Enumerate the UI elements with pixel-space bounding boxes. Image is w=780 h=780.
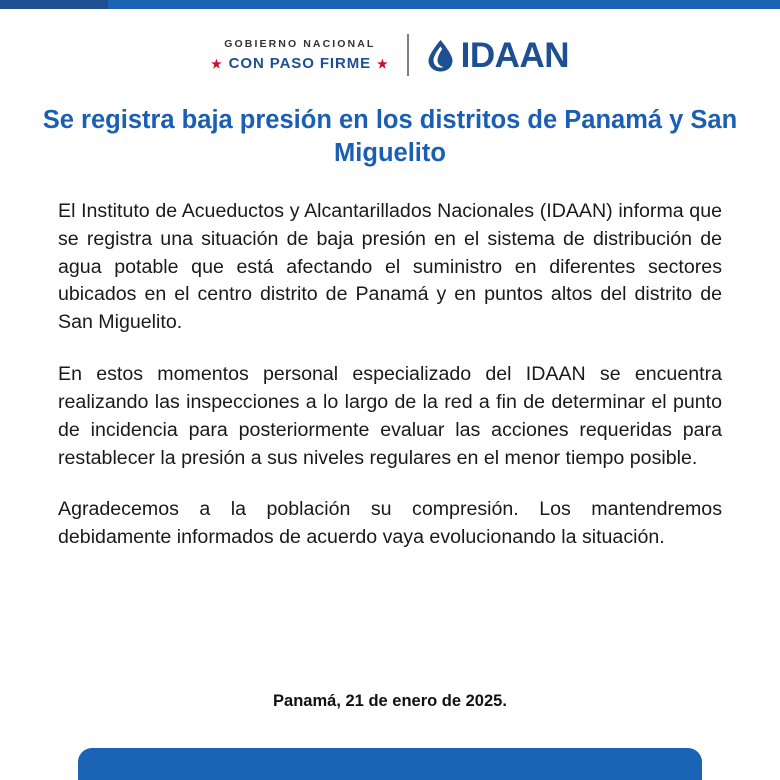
top-bar-left-segment (0, 0, 108, 9)
government-logo-line2 (211, 55, 389, 72)
paragraph-2: En estos momentos personal especializado del IDAAN se encuentra realizando las inspecciones a lo largo de la red a fin de determinar el punto de incidencia para posteriormente evaluar las acciones requeridas para restablecer la presión a sus niveles regulares en el menor tiempo posible. (58, 363, 722, 469)
star-icon-right: ★ (377, 56, 389, 71)
idaan-logo (409, 35, 569, 75)
top-border-bars (0, 0, 780, 10)
government-logo-line1: GOBIERNO NACIONAL (224, 38, 376, 50)
government-slogan-text: CON PASO FIRME (228, 55, 371, 72)
top-bar-right-segment (108, 0, 780, 9)
paragraph-3: Agradecemos a la población su compresión. Los mantendremos debidamente informados de acuerdo vaya evolucionando la situación. (58, 498, 722, 549)
paragraph-1: El Instituto de Acueductos y Alcantarillados Nacionales (IDAAN) informa que se registra una situación de baja presión en el sistema de distribución de agua potable que está afectando el suministro en diferentes sectores ubicados en el centro distrito de Panamá y en puntos altos del distrito de San Miguelito. (58, 200, 722, 334)
idaan-wordmark: IDAAN (460, 35, 569, 75)
page-title: Se registra baja presión en los distritos de Panamá y San Miguelito (42, 106, 738, 168)
water-drop-icon (427, 39, 454, 72)
bottom-decorative-bar (78, 748, 702, 780)
document-header (0, 26, 780, 84)
government-logo (211, 38, 407, 72)
star-icon-left: ★ (211, 56, 223, 71)
body-content (58, 198, 722, 552)
date-line: Panamá, 21 de enero de 2025. (273, 692, 507, 710)
